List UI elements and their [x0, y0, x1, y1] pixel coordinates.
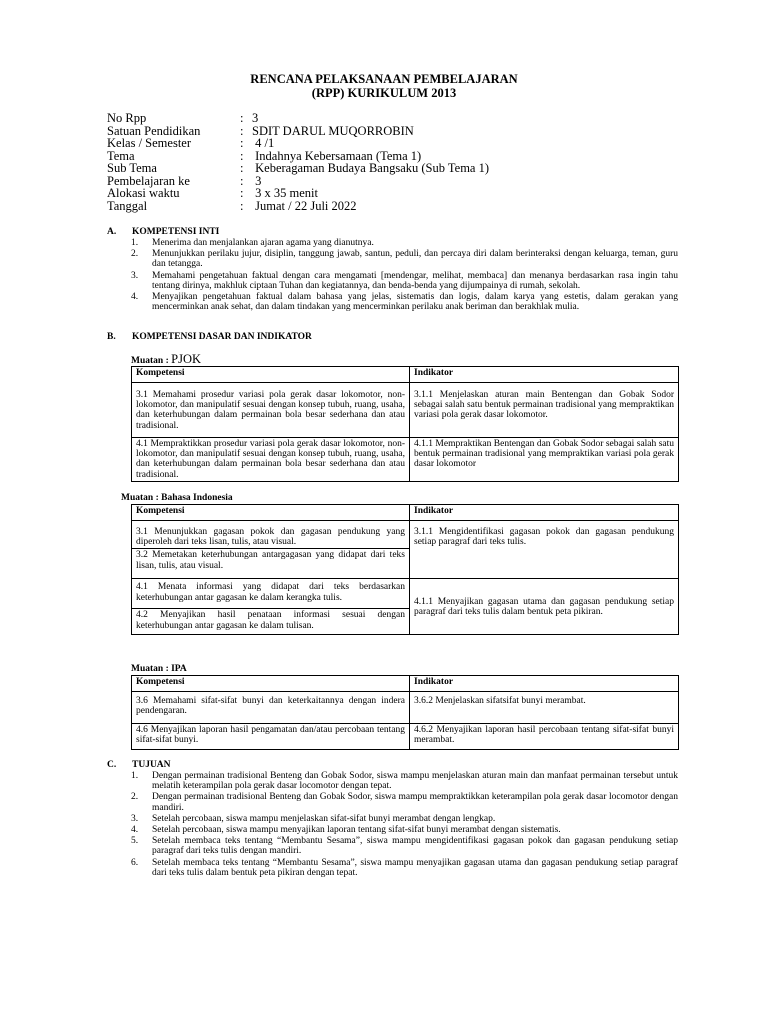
item-text: Setelah membaca teks tentang “Membantu Sesama”, siswa mampu menyajikan gagasan utama dan gagasan pendukung setiap paragraf dari teks tulis dalam bentuk peta pikiran dengan tepat.	[152, 857, 678, 878]
info-value: Keberagaman Budaya Bangsaku (Sub Tema 1)	[252, 161, 490, 175]
info-label: Alokasi waktu	[107, 186, 180, 200]
item-number: 2.	[131, 249, 139, 260]
indikator-cell: 4.1.1 Menyajikan gagasan utama dan gagasan pendukung setiap paragraf dari teks tulis dalam bentuk peta pikiran.	[410, 579, 679, 635]
table-row	[132, 579, 679, 609]
item-text: Setelah percobaan, siswa mampu menyajikan laporan tentang sifat-sifat bunyi merambat dengan sistematis.	[152, 825, 561, 836]
item-number: 6.	[131, 857, 139, 868]
item-text: Menunjukkan perilaku jujur, disiplin, tanggung jawab, santun, peduli, dan percaya diri dalam berinteraksi dengan keluarga, teman, guru dan tetangga.	[152, 249, 678, 270]
item-number: 3.	[131, 270, 139, 281]
document-title	[0, 72, 768, 100]
info-row-kelas-semester	[107, 137, 489, 150]
section-letter: C.	[107, 760, 117, 770]
table-header-row	[132, 676, 679, 692]
info-row-sub-tema	[107, 162, 489, 175]
kompetensi-cell: 4.1 Menata informasi yang didapat dari teks berdasarkan keterhubungan antar gagasan ke dalam kerangka tulis.	[132, 579, 410, 609]
kompetensi-cell: 4.6 Menyajikan laporan hasil pengamatan dan/atau percobaan tentang sifat-sifat bunyi.	[132, 724, 410, 750]
item-text: Setelah membaca teks tentang “Membantu Sesama”, siswa mampu mengidentifikasi gagasan pokok dan gagasan pendukung setiap paragraf dari teks tulis dengan mandiri.	[152, 836, 678, 857]
section-a-heading	[107, 227, 219, 237]
info-value: 3 x 35 menit	[252, 186, 318, 200]
header-kompetensi: Kompetensi	[132, 505, 410, 521]
list-item	[131, 825, 678, 835]
section-letter: A.	[107, 227, 117, 237]
info-colon: :	[240, 136, 244, 150]
bahasa-indonesia-table	[131, 504, 679, 635]
kompetensi-cell: 3.2 Memetakan keterhubungan antargagasan yang didapat dari teks lisan, tulis, atau visual.	[132, 549, 410, 579]
item-text: Setelah percobaan, siswa mampu menjelaskan sifat-sifat bunyi merambat dengan lengkap.	[152, 813, 496, 824]
info-label: Kelas / Semester	[107, 136, 192, 150]
indikator-cell: 4.6.2 Menyajikan laporan hasil percobaan tentang sifat-sifat bunyi merambat.	[410, 724, 679, 750]
info-value: 4 /1	[252, 136, 275, 150]
item-number: 5.	[131, 836, 139, 847]
info-colon: :	[240, 186, 244, 200]
info-colon: :	[240, 111, 244, 125]
info-value: Indahnya Kebersamaan (Tema 1)	[252, 148, 422, 163]
table-row	[132, 692, 679, 724]
section-c-heading	[107, 760, 171, 770]
info-label: Satuan Pendidikan	[107, 123, 201, 138]
tujuan-list	[131, 771, 678, 879]
section-letter: B.	[107, 332, 116, 342]
section-b-heading	[107, 332, 312, 342]
muatan-ipa-label: Muatan : IPA	[131, 664, 187, 674]
item-text: Dengan permainan tradisional Benteng dan Gobak Sodor, siswa mampu mempraktikkan keterampilan pola gerak dasar locomotor dengan mandiri.	[152, 792, 678, 813]
kompetensi-cell: 4.2 Menyajikan hasil penataan informasi sesuai dengan keterhubungan antar gagasan ke dalam tulisan.	[132, 609, 410, 635]
info-label: No Rpp	[107, 111, 147, 125]
muatan-name: PJOK	[171, 352, 201, 366]
indikator-cell: 3.6.2 Menjelaskan sifatsifat bunyi merambat.	[410, 692, 679, 724]
kompetensi-cell: 3.6 Memahami sifat-sifat bunyi dan keterkaitannya dengan indera pendengaran.	[132, 692, 410, 724]
item-number: 1.	[131, 238, 139, 248]
header-kompetensi: Kompetensi	[132, 676, 410, 692]
info-value: Jumat / 22 Juli 2022	[252, 198, 357, 213]
item-text: Menyajikan pengetahuan faktual dalam bahasa yang jelas, sistematis dan logis, dalam karya yang estetis, dalam gerakan yang mencerminkan anak sehat, dan dalam tindakan yang mencerminkan perilaku anak beriman dan berakhlak mulia.	[152, 292, 678, 313]
section-title: KOMPETENSI DASAR DAN INDIKATOR	[132, 332, 312, 342]
header-kompetensi: Kompetensi	[132, 367, 410, 383]
header-indikator: Indikator	[410, 676, 679, 692]
info-label: Pembelajaran ke	[107, 173, 190, 188]
muatan-bahasa-indonesia-label: Muatan : Bahasa Indonesia	[121, 493, 233, 503]
kompetensi-cell: 4.1 Mempraktikkan prosedur variasi pola gerak dasar lokomotor, non-lokomotor, dan manipulatif sesuai dengan konsep tubuh, ruang, usaha, dan keterhubungan dalam permainan bola besar sederhana dan atau tradisional.	[132, 438, 410, 482]
indikator-cell: 4.1.1 Mempraktikan Bentengan dan Gobak Sodor sebagai salah satu bentuk permainan tradisional yang mempraktikan variasi pola gerak dasar lokomotor	[410, 438, 679, 482]
section-title: TUJUAN	[132, 760, 171, 770]
section-title: KOMPETENSI INTI	[132, 227, 220, 237]
item-text: Dengan permainan tradisional Benteng dan Gobak Sodor, siswa mampu menjelaskan aturan main dan manfaat permainan tersebut untuk melatih keterampilan pola gerak dasar locomotor dengan tepat.	[152, 771, 678, 792]
list-item	[131, 271, 678, 291]
info-label: Sub Tema	[107, 161, 157, 175]
indikator-cell: 3.1.1 Mengidentifikasi gagasan pokok dan gagasan pendukung setiap paragraf dari teks tulis.	[410, 521, 679, 579]
table-row	[132, 724, 679, 750]
item-number: 2.	[131, 792, 139, 803]
title-line-2: (RPP) KURIKULUM 2013	[311, 86, 457, 100]
info-colon: :	[240, 123, 244, 138]
list-item	[131, 814, 678, 824]
info-colon: :	[240, 198, 244, 213]
list-item	[131, 238, 678, 248]
pjok-table	[131, 366, 679, 482]
header-indikator: Indikator	[410, 505, 679, 521]
table-row	[132, 383, 679, 438]
kompetensi-inti-list	[131, 238, 678, 313]
table-row	[132, 521, 679, 549]
indikator-cell: 3.1.1 Menjelaskan aturan main Bentengan dan Gobak Sodor sebagai salah satu bentuk permainan tradisional yang mempraktikan variasi pola gerak dasar lokomotor.	[410, 383, 679, 438]
list-item	[131, 836, 678, 856]
ipa-table	[131, 675, 679, 750]
muatan-prefix: Muatan :	[131, 356, 169, 366]
info-row-tanggal	[107, 200, 489, 213]
info-row-alokasi-waktu	[107, 187, 489, 200]
identity-block	[107, 112, 489, 212]
list-item	[131, 792, 678, 812]
item-text: Memahami pengetahuan faktual dengan cara mengamati [mendengar, melihat, membaca] dan menanya berdasarkan rasa ingin tahu tentang dirinya, makhluk ciptaan Tuhan dan kegiatannya, dan benda-benda yang dijumpainya di rumah, sekolah.	[152, 270, 678, 291]
item-text: Menerima dan menjalankan ajaran agama yang dianutnya.	[152, 238, 374, 248]
item-number: 4.	[131, 825, 139, 836]
list-item	[131, 771, 678, 791]
list-item	[131, 292, 678, 312]
info-label: Tanggal	[107, 198, 148, 213]
item-number: 1.	[131, 771, 139, 781]
info-value: 3	[252, 173, 262, 188]
info-value: 3	[252, 111, 259, 125]
info-colon: :	[240, 161, 244, 175]
info-colon: :	[240, 173, 244, 188]
muatan-pjok-label	[131, 352, 201, 367]
table-header-row	[132, 367, 679, 383]
info-label: Tema	[107, 148, 135, 163]
table-header-row	[132, 505, 679, 521]
info-colon: :	[240, 148, 244, 163]
item-number: 3.	[131, 813, 139, 824]
kompetensi-cell: 3.1 Memahami prosedur variasi pola gerak dasar lokomotor, non-lokomotor, dan manipulatif sesuai dengan konsep tubuh, ruang, usaha, dan keterhubungan dalam permainan bola besar sederhana dan atau tradisional.	[132, 383, 410, 438]
title-line-1: RENCANA PELAKSANAAN PEMBELAJARAN	[250, 72, 518, 86]
list-item	[131, 858, 678, 878]
info-row-no-rpp	[107, 112, 489, 125]
kompetensi-cell: 3.1 Menunjukkan gagasan pokok dan gagasan pendukung yang diperoleh dari teks lisan, tulis, atau visual.	[132, 521, 410, 549]
header-indikator: Indikator	[410, 367, 679, 383]
item-number: 4.	[131, 292, 139, 303]
info-value: SDIT DARUL MUQORROBIN	[252, 123, 414, 138]
list-item	[131, 249, 678, 269]
table-row	[132, 438, 679, 482]
